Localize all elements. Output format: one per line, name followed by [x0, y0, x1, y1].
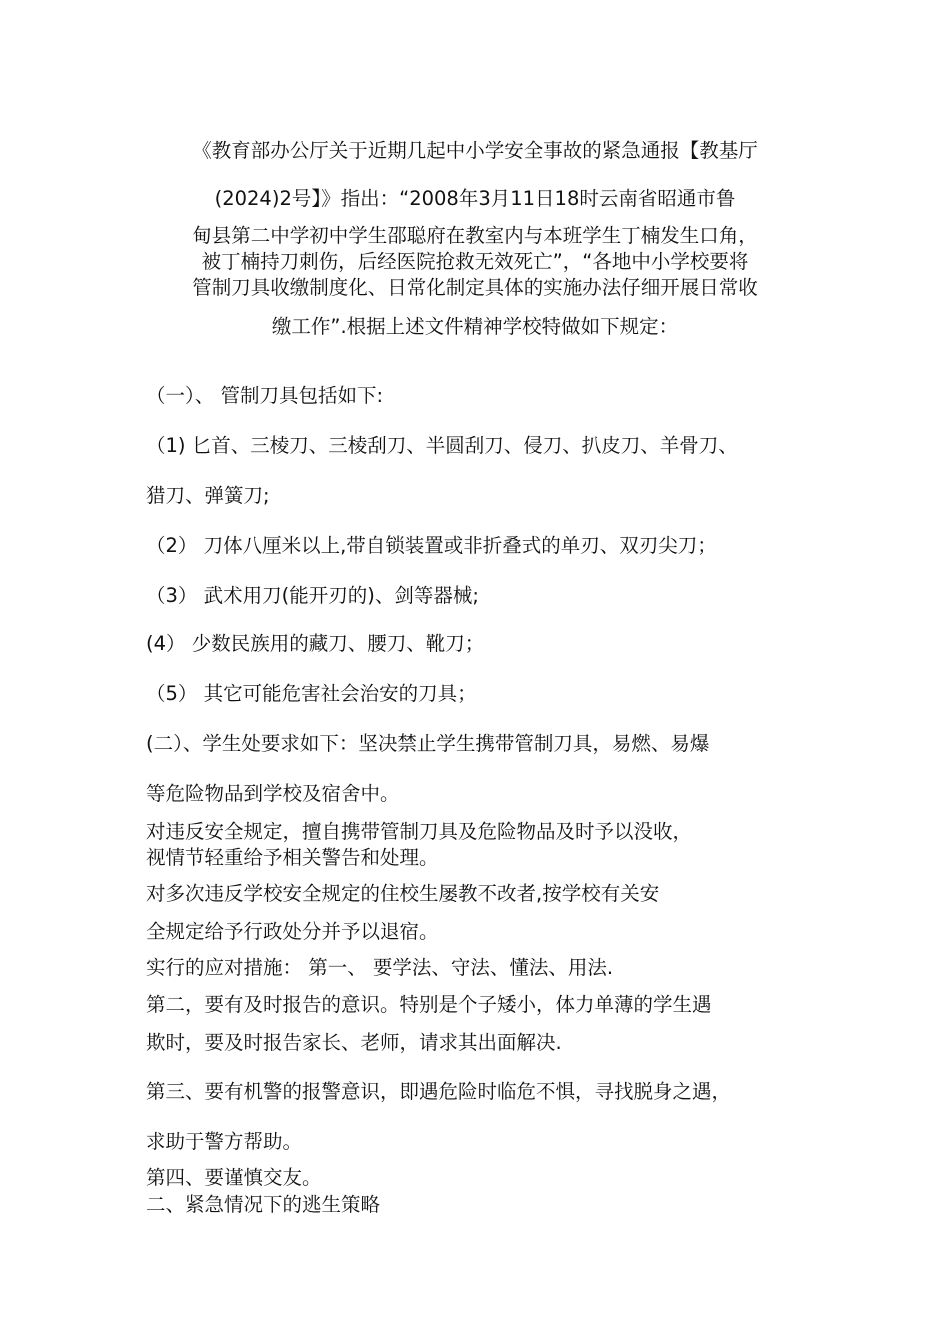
rule-line-4: 全规定给予行政处分并予以退宿。 — [146, 920, 439, 943]
measures-line-2: 第二，要有及时报告的意识。特别是个子矮小，体力单薄的学生遇 — [146, 993, 712, 1016]
list-item-4: (4） 少数民族用的藏刀、腰刀、靴刀； — [146, 632, 485, 655]
list-item-1-cont: 猎刀、弹簧刀; — [146, 484, 270, 507]
rule-line-3: 对多次违反学校安全规定的住校生屡教不改者,按学校有关安 — [146, 882, 660, 905]
intro-line-2: (2024)2号】》指出：“2008年3月11日18时云南省昭通市鲁 — [214, 187, 736, 210]
measures-line-6: 第四、要谨慎交友。 — [146, 1166, 322, 1189]
list-item-3: （3） 武术用刀(能开刃的)、剑等器械; — [146, 584, 479, 607]
section-two-cont: 等危险物品到学校及宿舍中。 — [146, 782, 400, 805]
measures-line-3: 欺时，要及时报告家长、老师，请求其出面解决. — [146, 1031, 562, 1054]
intro-line-3: 甸县第二中学初中学生邵聪府在教室内与本班学生丁楠发生口角， — [192, 224, 758, 247]
list-item-2: （2） 刀体八厘米以上,带自锁装置或非折叠式的单刃、双刃尖刀； — [146, 534, 717, 557]
section-two-heading: (二）、学生处要求如下：坚决禁止学生携带管制刀具，易燃、易爆 — [146, 732, 710, 755]
list-item-5: （5） 其它可能危害社会治安的刀具； — [146, 682, 477, 705]
section-escape-heading: 二、紧急情况下的逃生策略 — [146, 1193, 381, 1216]
measures-line-1: 实行的应对措施： 第一、 要学法、守法、懂法、用法. — [146, 956, 614, 979]
rule-line-2: 视情节轻重给予相关警告和处理。 — [146, 846, 439, 869]
intro-line-1: 《教育部办公厅关于近期几起中小学安全事故的紧急通报【教基厅 — [192, 139, 758, 162]
measures-line-5: 求助于警方帮助。 — [146, 1130, 303, 1153]
rule-line-1: 对违反安全规定，擅自携带管制刀具及危险物品及时予以没收， — [146, 820, 693, 843]
intro-line-5: 管制刀具收缴制度化、日常化制定具体的实施办法仔细开展日常收 — [192, 276, 758, 299]
measures-line-4: 第三、要有机警的报警意识，即遇危险时临危不惧，寻找脱身之遇， — [146, 1080, 732, 1103]
section-one-heading: （一）、 管制刀具包括如下: — [146, 384, 384, 407]
intro-line-6: 缴工作”.根据上述文件精神学校特做如下规定： — [271, 315, 679, 338]
intro-line-4: 被丁楠持刀刺伤，后经医院抢救无效死亡”，“各地中小学校要将 — [201, 250, 749, 273]
list-item-1: （1) 匕首、三棱刀、三棱刮刀、半圆刮刀、侵刀、扒皮刀、羊骨刀、 — [146, 434, 738, 457]
